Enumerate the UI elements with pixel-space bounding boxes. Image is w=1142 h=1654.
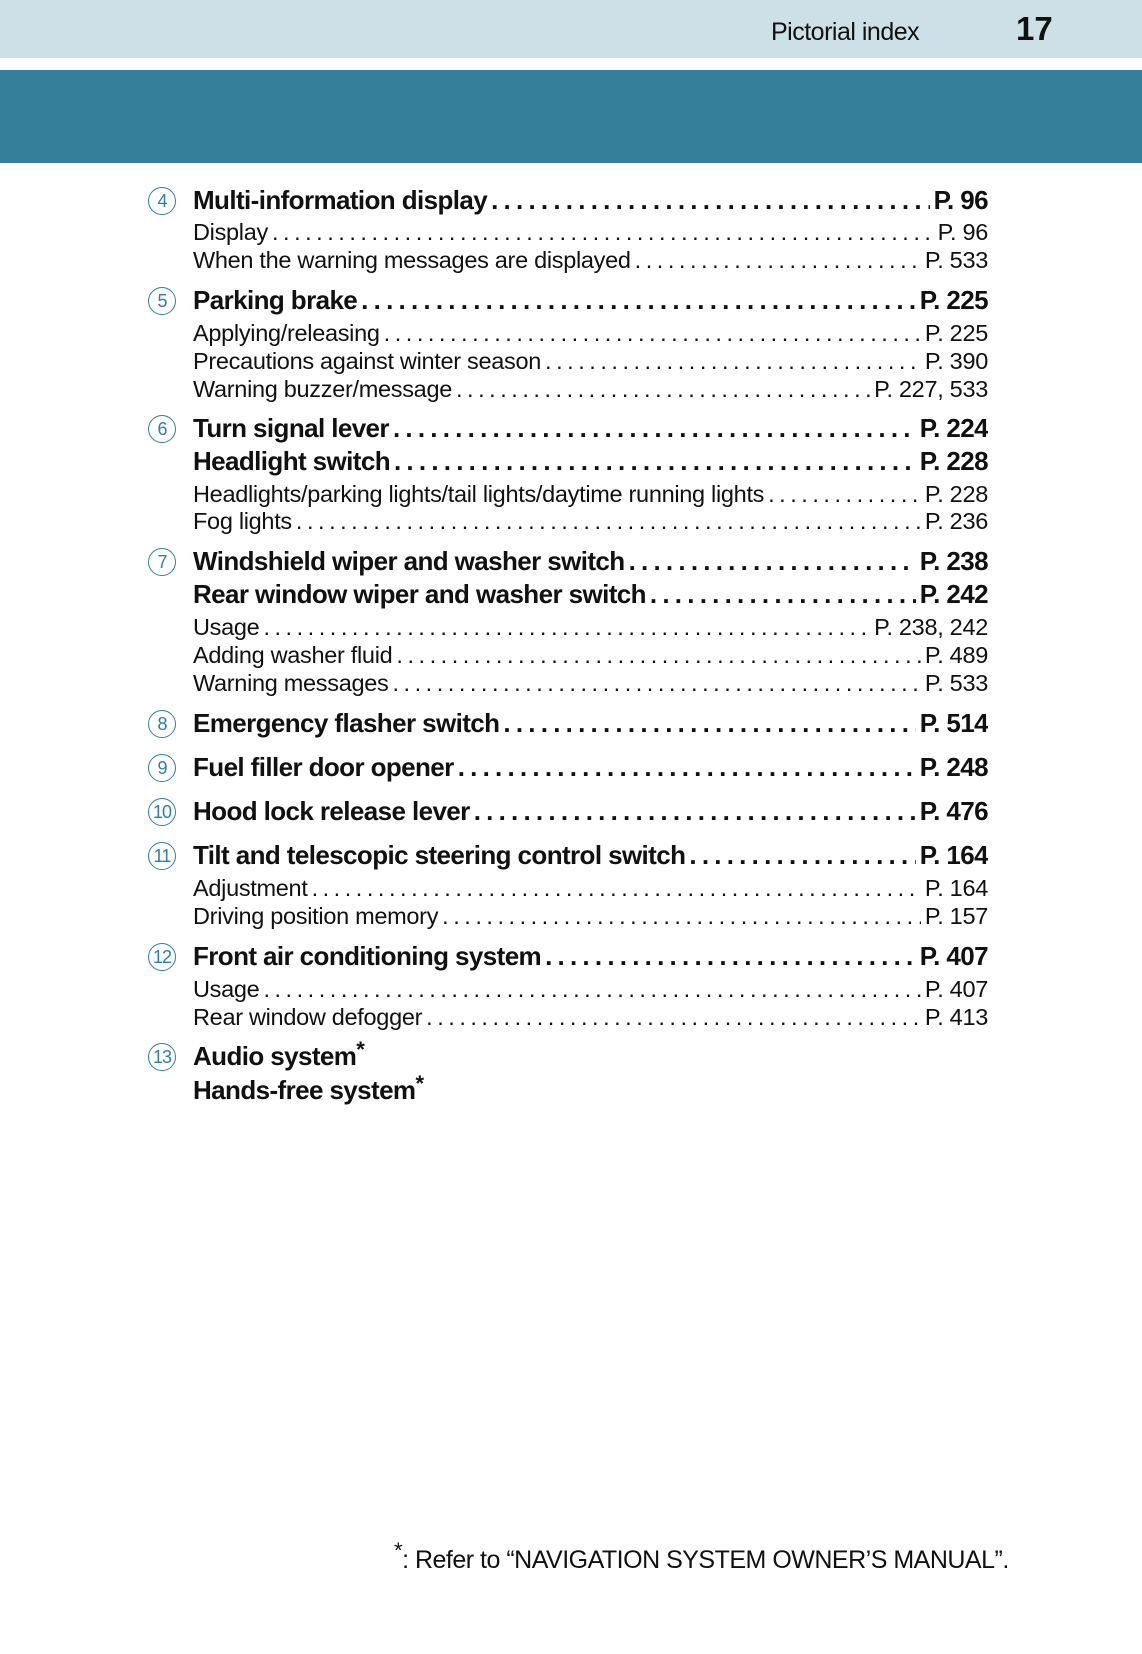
entry-label: Rear window defogger: [193, 1004, 423, 1030]
entry-label: Multi-information display: [193, 185, 488, 215]
page-reference[interactable]: P. 413: [924, 1004, 988, 1030]
page-reference[interactable]: P. 407: [924, 976, 988, 1002]
dot-leader: [635, 247, 921, 274]
index-entry[interactable]: [193, 446, 988, 478]
dot-leader: [629, 546, 916, 577]
dot-leader: [272, 219, 934, 246]
page-reference[interactable]: P. 242: [919, 579, 988, 609]
page-reference[interactable]: P. 164: [924, 875, 988, 901]
footnote-text: : Refer to “NAVIGATION SYSTEM OWNER’S MANUAL”.: [402, 1546, 1009, 1574]
page-number: 17: [1016, 10, 1053, 47]
entry-label: Adding washer fluid: [193, 642, 393, 668]
entry-label: Audio system: [193, 1041, 357, 1071]
footnote-star: *: [394, 1538, 403, 1563]
entry-number-icon: 7: [148, 548, 176, 576]
page-reference[interactable]: P. 225: [924, 320, 988, 346]
entry-label: Parking brake: [193, 285, 358, 315]
asterisk-mark: *: [415, 1075, 424, 1096]
index-entry[interactable]: [193, 413, 988, 445]
entry-number-icon: 8: [148, 710, 176, 738]
footnote: [394, 1538, 1009, 1575]
entry-number-icon: 10: [148, 798, 176, 826]
page-reference[interactable]: P. 489: [924, 642, 988, 668]
dot-leader: [394, 446, 916, 477]
index-entry[interactable]: [193, 546, 988, 578]
page-reference[interactable]: P. 238: [919, 546, 988, 576]
page-reference[interactable]: P. 390: [924, 348, 988, 374]
dot-leader: [263, 614, 870, 641]
entry-label: Tilt and telescopic steering control switch: [193, 840, 686, 870]
entry-label: Hands-free system: [193, 1075, 416, 1105]
dot-leader: [312, 875, 921, 902]
page-reference[interactable]: P. 224: [919, 413, 988, 443]
entry-number-icon: 6: [148, 415, 176, 443]
index-entry[interactable]: [193, 752, 988, 784]
entry-label: Driving position memory: [193, 903, 439, 929]
page-reference[interactable]: P. 533: [924, 670, 988, 696]
header-bar: [0, 0, 1142, 58]
entry-label: Front air conditioning system: [193, 941, 542, 971]
dot-leader: [491, 185, 930, 216]
entry-label: Display: [193, 219, 268, 245]
entry-label: Precautions against winter season: [193, 348, 542, 374]
page-reference[interactable]: P. 476: [919, 796, 988, 826]
page-reference[interactable]: P. 228: [919, 446, 988, 476]
dot-leader: [396, 642, 920, 669]
dot-leader: [768, 481, 921, 508]
entry-label: Emergency flasher switch: [193, 708, 500, 738]
page-reference[interactable]: P. 227, 533: [874, 376, 988, 402]
dot-leader: [650, 579, 916, 610]
index-entry[interactable]: [193, 941, 988, 973]
index-subentry[interactable]: [193, 614, 988, 642]
entry-number-icon: 11: [148, 842, 176, 870]
index-subentry[interactable]: [193, 875, 988, 903]
entry-label: Applying/releasing: [193, 320, 380, 346]
entry-label: Rear window wiper and washer switch: [193, 579, 646, 609]
page-reference[interactable]: P. 407: [919, 941, 988, 971]
page-reference[interactable]: P. 533: [924, 247, 988, 273]
index-subentry[interactable]: [193, 903, 988, 931]
dot-leader: [296, 508, 921, 535]
index-entry[interactable]: [193, 1075, 988, 1107]
entry-label: Windshield wiper and washer switch: [193, 546, 625, 576]
index-subentry[interactable]: [193, 320, 988, 348]
entry-label: Usage: [193, 614, 260, 640]
entry-label: When the warning messages are displayed: [193, 247, 631, 273]
index-subentry[interactable]: [193, 247, 988, 275]
index-subentry[interactable]: [193, 1004, 988, 1032]
entry-label: Usage: [193, 976, 260, 1002]
index-subentry[interactable]: [193, 219, 988, 247]
dot-leader: [456, 376, 870, 403]
index-entry[interactable]: [193, 579, 988, 611]
page-reference[interactable]: P. 225: [919, 285, 988, 315]
index-subentry[interactable]: [193, 348, 988, 376]
index-entry[interactable]: [193, 796, 988, 828]
page-reference[interactable]: P. 238, 242: [874, 614, 988, 640]
page-reference[interactable]: P. 514: [919, 708, 988, 738]
entry-number-icon: 13: [148, 1043, 176, 1071]
dot-leader: [263, 976, 920, 1003]
index-subentry[interactable]: [193, 376, 988, 404]
page-reference[interactable]: P. 248: [919, 752, 988, 782]
entry-number-icon: 4: [148, 187, 176, 215]
dot-leader: [458, 752, 916, 783]
dot-leader: [545, 941, 916, 972]
index-subentry[interactable]: [193, 670, 988, 698]
index-entry[interactable]: [193, 708, 988, 740]
index-entry[interactable]: [193, 285, 988, 317]
page-reference[interactable]: P. 157: [924, 903, 988, 929]
index-entry[interactable]: [193, 1041, 988, 1073]
index-subentry[interactable]: [193, 642, 988, 670]
entry-label: Fog lights: [193, 508, 292, 534]
index-subentry[interactable]: [193, 976, 988, 1004]
entry-label: Fuel filler door opener: [193, 752, 454, 782]
entry-label: Headlights/parking lights/tail lights/daytime running lights: [193, 481, 765, 507]
dot-leader: [503, 708, 915, 739]
header-band: [0, 70, 1142, 163]
dot-leader: [392, 670, 920, 697]
entry-label: Warning buzzer/message: [193, 376, 452, 402]
entry-number-icon: 12: [148, 943, 176, 971]
index-entry[interactable]: [193, 185, 988, 217]
page-reference[interactable]: P. 236: [924, 508, 988, 534]
page-reference[interactable]: P. 96: [937, 219, 988, 245]
entry-number-icon: 9: [148, 754, 176, 782]
asterisk-mark: *: [356, 1041, 365, 1062]
section-title: Pictorial index: [771, 18, 920, 46]
entry-number-icon: 5: [148, 287, 176, 315]
entry-label: Hood lock release lever: [193, 796, 470, 826]
dot-leader: [426, 1004, 921, 1031]
entry-label: Warning messages: [193, 670, 389, 696]
entry-label: Headlight switch: [193, 446, 390, 476]
dot-leader: [545, 348, 921, 375]
dot-leader: [361, 285, 916, 316]
dot-leader: [474, 796, 916, 827]
dot-leader: [689, 840, 915, 871]
dot-leader: [384, 320, 921, 347]
dot-leader: [442, 903, 921, 930]
dot-leader: [393, 413, 916, 444]
page-reference[interactable]: P. 164: [919, 840, 988, 870]
page-reference[interactable]: P. 96: [933, 185, 988, 215]
index-subentry[interactable]: [193, 508, 988, 536]
entry-label: Adjustment: [193, 875, 308, 901]
page-reference[interactable]: P. 228: [924, 481, 988, 507]
entry-label: Turn signal lever: [193, 413, 389, 443]
index-entry[interactable]: [193, 840, 988, 872]
index-subentry[interactable]: [193, 481, 988, 509]
